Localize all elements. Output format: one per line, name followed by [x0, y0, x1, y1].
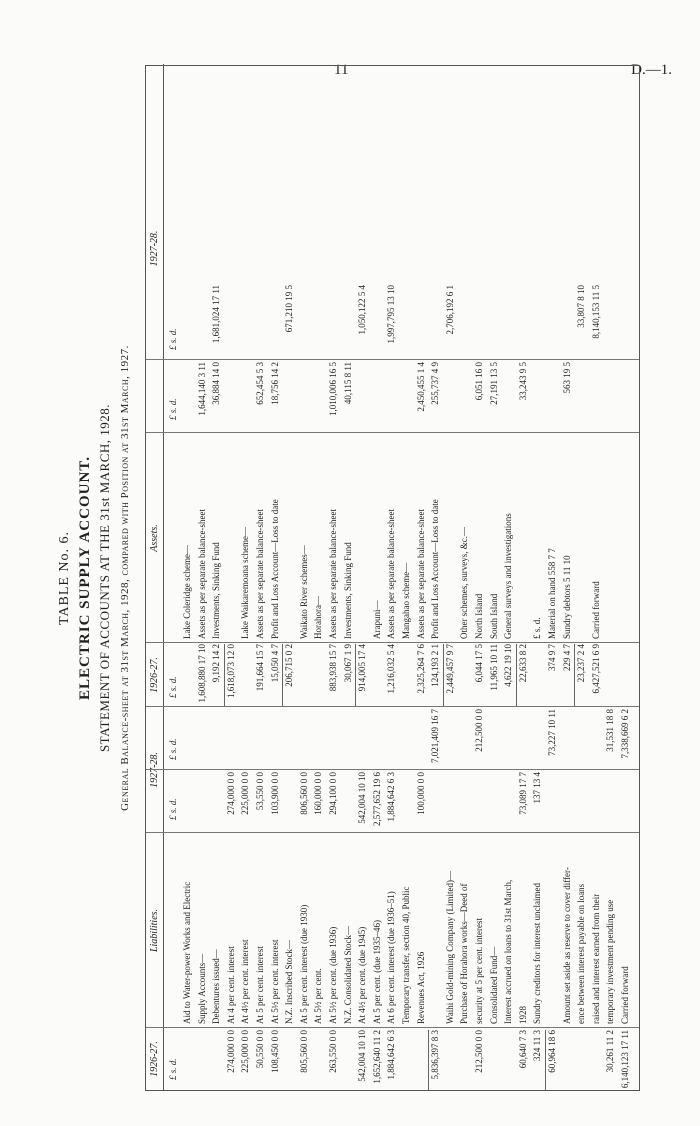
- asset-a-cell: 1,010,006 16 5: [328, 362, 338, 416]
- liabilitie-text-cell: At 4½ per cent. (due 1945): [357, 926, 368, 1024]
- liabilitie-b-cell: 73,227 10 11: [547, 709, 557, 756]
- asset-a-cell: 255,737 4 9: [430, 362, 441, 405]
- asset-text-cell: Investments, Sinking Fund: [211, 542, 222, 639]
- asset-text-cell: Assets as per separate balance-sheet: [386, 509, 397, 639]
- asset-b-cell: 1,681,024 17 11: [211, 285, 222, 344]
- liabilitie-text-cell: raised and interest earned from their: [590, 893, 601, 1024]
- asset-y27-cell: 2,449,457 9 7: [444, 644, 455, 694]
- asset-b-cell: 8,140,153 11 5: [590, 285, 601, 339]
- asset-b-cell: 1,997,795 13 10: [386, 285, 397, 344]
- liabilitie-text-cell: At 6 per cent. interest (due 1936–51): [386, 891, 397, 1024]
- asset-y27-cell: 4,622 19 10: [503, 644, 514, 687]
- asset-y27-cell: 2,325,264 7 6: [415, 644, 426, 694]
- liabilitie-text-cell: Temporary transfer, section 40, Public: [401, 886, 411, 1024]
- balance-sheet-subtitle: General Balance-sheet at 31st March, 1928, compared with Position at 31st March, 1927.: [119, 345, 131, 811]
- liabilitie-text-cell: Consolidated Fund—: [488, 946, 499, 1024]
- liabilitie-a-cell: 73,089 17 7: [517, 772, 528, 815]
- liabilitie-y27-cell: 60,640 7 3: [517, 1030, 528, 1069]
- asset-a-cell: 36,884 14 0: [211, 362, 222, 405]
- liabilitie-a-cell: 274,000 0 0: [225, 772, 236, 815]
- total-rule: [516, 644, 517, 706]
- liabilitie-a-cell: 1,884,642 6 3: [386, 772, 397, 822]
- total-rule: [428, 1030, 429, 1090]
- asset-y27-cell: 883,938 15 7: [328, 644, 338, 692]
- asset-text-cell: Arapuni—: [371, 600, 382, 639]
- liabilitie-y27-cell: 1,652,640 11 2: [371, 1030, 382, 1084]
- liabilitie-a-cell: 225,000 0 0: [240, 772, 251, 815]
- liabilitie-a-cell: 2,577,652 19 6: [371, 772, 382, 826]
- asset-y27-cell: 374 9 7: [547, 644, 557, 671]
- asset-y27-cell: 914,005 17 4: [357, 644, 368, 692]
- header-liab-1927-28: 1927-28.: [146, 707, 164, 833]
- liabilitie-b-cell: 7,021,409 16 7: [430, 709, 441, 763]
- asset-text-cell: Investments, Sinking Fund: [342, 542, 353, 639]
- asset-y27-cell: 9,192 14 2: [211, 644, 222, 683]
- liabilitie-y27-cell: 5,836,397 8 3: [430, 1030, 441, 1080]
- asset-text-cell: Other schemes, surveys, &c.—: [459, 527, 470, 639]
- currency-header: £ s. d.: [168, 738, 178, 760]
- total-rule: [545, 1030, 546, 1090]
- total-rule: [574, 644, 575, 706]
- column-rule: [146, 359, 639, 360]
- liabilitie-y27-cell: 6,140,123 17 11: [620, 1030, 630, 1089]
- balance-sheet-table: [145, 65, 640, 1091]
- liabilitie-a-cell: 53,550 0 0: [255, 772, 265, 811]
- liabilitie-y27-cell: 274,000 0 0: [225, 1030, 236, 1073]
- liabilitie-y27-cell: 50,550 0 0: [255, 1030, 265, 1069]
- liabilitie-text-cell: At 5 per cent. interest (due 1930): [298, 904, 309, 1024]
- liabilitie-text-cell: N.Z. Inscribed Stock—: [284, 940, 295, 1024]
- asset-y27-cell: 1,608,880 17 10: [196, 644, 207, 703]
- asset-a-cell: 652,454 5 3: [255, 362, 265, 405]
- asset-a-cell: 40,115 8 11: [342, 362, 353, 405]
- page-number: 11: [334, 62, 349, 78]
- currency-header: £ s. d.: [168, 798, 178, 820]
- asset-b-cell: 671,210 19 5: [284, 285, 295, 333]
- liabilitie-text-cell: Revenues Act, 1926: [415, 951, 426, 1024]
- asset-y27-cell: 1,618,073 12 0: [225, 644, 236, 698]
- asset-text-cell: Profit and Loss Account—Loss to date: [269, 499, 280, 639]
- liabilitie-text-cell: Amount set aside as reserve to cover differ-: [561, 867, 572, 1024]
- header-assets: Assets.: [146, 433, 164, 643]
- liabilitie-text-cell: Sundry creditors for interest unclaimed: [532, 883, 543, 1024]
- liabilitie-text-cell: At 5½ per cent.: [313, 968, 324, 1024]
- liabilitie-text-cell: 1928: [517, 1006, 528, 1024]
- currency-header: £ s. d.: [168, 328, 178, 350]
- liabilitie-b-cell: 212,500 0 0: [474, 709, 484, 752]
- liabilitie-text-cell: Purchase of Horahora works—Deed of: [459, 883, 470, 1024]
- asset-y27-cell: 206,715 0 2: [284, 644, 295, 687]
- liabilitie-text-cell: Debentures issued—: [211, 949, 222, 1024]
- statement-title: STATEMENT OF ACCOUNTS AT THE 31st MARCH, 1928.: [97, 403, 112, 753]
- liabilitie-y27-cell: 1,884,642 6 3: [386, 1030, 397, 1080]
- liabilitie-y27-cell: 212,500 0 0: [474, 1030, 484, 1073]
- liabilitie-text-cell: At 4½ per cent. interest: [240, 939, 251, 1024]
- asset-y27-cell: 11,965 10 11: [488, 644, 499, 691]
- liabilitie-text-cell: security at 5 per cent. interest: [474, 918, 484, 1024]
- asset-y27-cell: 1,216,032 5 4: [386, 644, 397, 694]
- asset-text-cell: Horahora—: [313, 596, 324, 639]
- account-title: ELECTRIC SUPPLY ACCOUNT.: [77, 456, 93, 700]
- liabilitie-a-cell: 137 13 4: [532, 772, 543, 804]
- header-assets-1927-28: 1927-28.: [146, 64, 164, 433]
- liabilitie-text-cell: At 4 per cent. interest: [225, 946, 236, 1024]
- liabilitie-text-cell: At 5 per cent. (due 1935–46): [371, 920, 382, 1024]
- liabilitie-a-cell: 294,100 0 0: [328, 772, 338, 815]
- liabilitie-text-cell: Aid to Water-power Works and Electric: [182, 881, 192, 1024]
- liabilitie-y27-cell: 60,964 18 6: [547, 1030, 557, 1073]
- liabilitie-text-cell: temporary investment pending use: [605, 899, 616, 1024]
- liabilitie-y27-cell: 30,261 11 2: [605, 1030, 616, 1073]
- asset-text-cell: Assets as per separate balance-sheet: [328, 509, 338, 639]
- asset-text-cell: General surveys and investigations: [503, 513, 514, 639]
- table-number: TABLE No. 6.: [57, 530, 72, 626]
- asset-y27-cell: 30,067 1 9: [342, 644, 353, 683]
- liabilitie-y27-cell: 225,000 0 0: [240, 1030, 251, 1073]
- asset-y27-cell: 191,664 15 7: [255, 644, 265, 692]
- column-rule: [146, 642, 639, 643]
- column-rule: [146, 432, 639, 433]
- asset-y27-cell: 15,050 4 7: [269, 644, 280, 683]
- asset-a-cell: 6,051 16 0: [474, 362, 484, 401]
- asset-a-cell: 18,756 14 2: [269, 362, 280, 405]
- liabilitie-text-cell: Waihi Gold-mining Company (Limited)—: [444, 870, 455, 1024]
- asset-text-cell: Assets as per separate balance-sheet: [415, 509, 426, 639]
- header-assets-1926-27: 1926-27.: [146, 643, 164, 707]
- asset-y27-cell: 229 4 7: [561, 644, 572, 671]
- liabilitie-text-cell: At 5½ per cent. (due 1936): [328, 926, 338, 1024]
- liabilitie-a-cell: 806,560 0 0: [298, 772, 309, 815]
- asset-b-cell: 33,807 8 10: [576, 285, 587, 328]
- liabilitie-text-cell: Carried forward: [620, 966, 630, 1024]
- liabilitie-text-cell: ence between interest payable on loans: [576, 883, 587, 1024]
- liabilitie-a-cell: 160,000 0 0: [313, 772, 324, 815]
- column-rule: [146, 706, 639, 707]
- currency-header: £ s. d.: [168, 676, 178, 698]
- asset-a-cell: 1,644,140 3 11: [196, 362, 207, 416]
- asset-y27-cell: 22,633 8 2: [517, 644, 528, 683]
- asset-y27-cell: 23,237 2 4: [576, 644, 587, 683]
- asset-text-cell: North Island: [474, 593, 484, 639]
- asset-text-cell: Carried forward: [590, 581, 601, 639]
- asset-b-cell: 2,706,192 6 1: [444, 285, 455, 335]
- asset-a-cell: 2,450,455 1 4: [415, 362, 426, 412]
- total-rule: [355, 644, 356, 706]
- liabilitie-text-cell: Interest accrued on loans to 31st March,: [503, 879, 514, 1024]
- asset-text-cell: Assets as per separate balance-sheet: [196, 509, 207, 639]
- asset-y27-cell: 6,427,521 6 9: [590, 644, 601, 694]
- asset-text-cell: Waikato River schemes—: [298, 545, 309, 639]
- rotated-table-block: [55, 65, 640, 1091]
- asset-text-cell: Assets as per separate balance-sheet: [255, 509, 265, 639]
- asset-text-cell: Sundry debtors 5 11 10: [561, 555, 572, 639]
- liabilitie-a-cell: 542,004 10 10: [357, 772, 368, 824]
- liabilitie-y27-cell: 805,560 0 0: [298, 1030, 309, 1073]
- asset-text-cell: Profit and Loss Account—Loss to date: [430, 499, 441, 639]
- liabilitie-a-cell: 103,900 0 0: [269, 772, 280, 815]
- liabilitie-a-cell: 100,000 0 0: [415, 772, 426, 815]
- column-rule: [146, 832, 639, 833]
- column-rule: [146, 769, 639, 770]
- column-rule: [146, 1027, 639, 1028]
- liabilitie-text-cell: At 5 per cent. interest: [255, 946, 265, 1024]
- liabilitie-text-cell: N.Z. Consolidated Stock—: [342, 926, 353, 1024]
- asset-a-cell: 33,243 9 5: [517, 362, 528, 401]
- asset-text-cell: £ s. d.: [532, 617, 543, 639]
- liabilitie-y27-cell: 108,450 0 0: [269, 1030, 280, 1073]
- asset-b-cell: 1,050,122 5 4: [357, 285, 368, 335]
- asset-text-cell: Mangahao scheme—: [401, 562, 411, 639]
- liabilitie-y27-cell: 324 11 3: [532, 1030, 543, 1062]
- title-block: [55, 65, 140, 1091]
- asset-a-cell: 563 19 5: [561, 362, 572, 394]
- liabilitie-y27-cell: 542,004 10 10: [357, 1030, 368, 1082]
- liabilitie-b-cell: 7,338,669 6 2: [620, 709, 630, 759]
- asset-text-cell: South Island: [488, 593, 499, 639]
- liabilitie-text-cell: Supply Accounts—: [196, 953, 207, 1024]
- liabilitie-text-cell: At 5½ per cent. interest: [269, 939, 280, 1024]
- total-rule: [224, 644, 225, 706]
- asset-text-cell: Lake Waikaremoana scheme—: [240, 526, 251, 639]
- header-liab-1926-27: 1926-27.: [146, 1028, 164, 1090]
- total-rule: [282, 644, 283, 706]
- liabilitie-b-cell: 31,531 18 8: [605, 709, 616, 752]
- asset-text-cell: Lake Coleridge scheme—: [182, 545, 192, 639]
- page-reference: D.—1.: [631, 62, 672, 78]
- header-liabilities: Liabilities.: [146, 833, 164, 1028]
- asset-a-cell: 27,191 13 5: [488, 362, 499, 405]
- currency-header: £ s. d.: [168, 1058, 178, 1080]
- asset-y27-cell: 6,044 17 5: [474, 644, 484, 683]
- total-rule: [443, 644, 444, 706]
- liabilitie-y27-cell: 263,550 0 0: [328, 1030, 338, 1073]
- asset-text-cell: Material on hand 558 7 7: [547, 548, 557, 639]
- currency-header: £ s. d.: [168, 398, 178, 420]
- asset-y27-cell: 124,193 2 1: [430, 644, 441, 687]
